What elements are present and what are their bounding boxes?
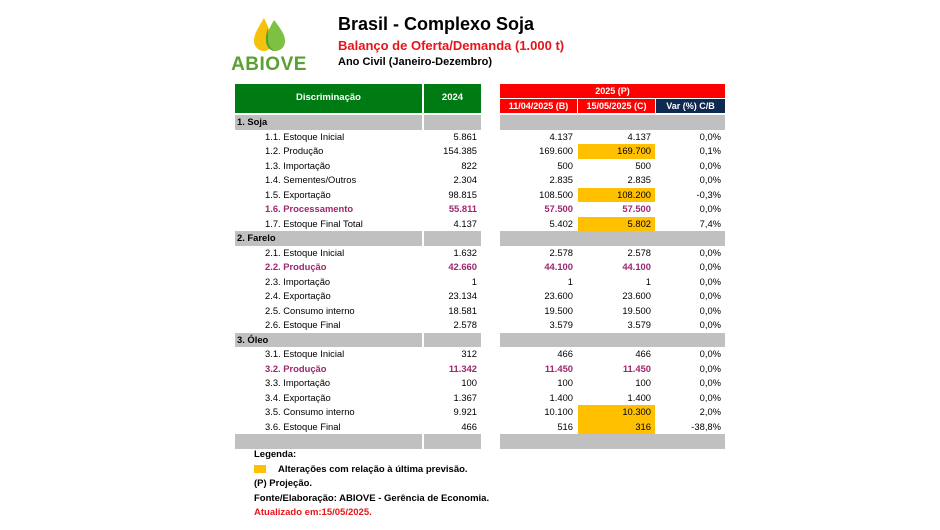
cell-var: 0,1% (699, 145, 721, 156)
section-band-2025 (500, 333, 725, 348)
cell-b: 2.578 (549, 246, 573, 258)
cell-c: 4.137 (627, 130, 651, 142)
row-label: 2.4. Exportação (265, 290, 331, 301)
section-header: 1. Soja (235, 115, 422, 130)
header-col-b: 11/04/2025 (B) (500, 99, 577, 113)
section-band-2025 (500, 231, 725, 246)
cell-2024: 2.304 (453, 174, 477, 185)
cell-var: 2,0% (699, 406, 721, 417)
cell-b: 2.835 (549, 174, 573, 185)
header-discriminacao: Discriminação (235, 84, 422, 113)
cell-var: 0,0% (699, 377, 721, 388)
cell-c: 466 (635, 348, 651, 359)
cell-2024: 9.921 (453, 406, 477, 417)
row-label: 1.5. Exportação (265, 188, 331, 200)
legend-projection-note: (P) Projeção. (254, 478, 313, 489)
row-label: 3.3. Importação (265, 377, 331, 388)
cell-c: 1.400 (627, 391, 651, 403)
section-band-2024 (424, 115, 481, 130)
header-2025-projection: 2025 (P) (500, 84, 725, 98)
report-subtitle: Balanço de Oferta/Demanda (1.000 t) (338, 38, 565, 53)
cell-b: 23.600 (544, 290, 573, 301)
cell-var: -0,3% (696, 188, 721, 200)
cell-b: 4.137 (549, 130, 573, 142)
cell-c: 169.700 (578, 144, 655, 159)
cell-c: 44.100 (622, 261, 651, 272)
legend (254, 448, 489, 521)
row-label: 3.4. Exportação (265, 391, 331, 403)
cell-var: 0,0% (699, 275, 721, 287)
cell-var: 0,0% (699, 246, 721, 258)
cell-c: 19.500 (622, 304, 651, 316)
cell-b: 5.402 (549, 217, 573, 229)
cell-var: 0,0% (699, 203, 721, 214)
cell-c: 108.200 (578, 188, 655, 203)
cell-2024: 822 (461, 159, 477, 171)
row-label: 3.2. Produção (265, 362, 327, 374)
cell-var: 0,0% (699, 362, 721, 374)
cell-c: 500 (635, 159, 651, 171)
cell-b: 516 (557, 420, 573, 432)
cell-b: 466 (557, 348, 573, 359)
cell-c: 57.500 (622, 203, 651, 214)
cell-var: 0,0% (699, 304, 721, 316)
row-label: 3.6. Estoque Final (265, 420, 341, 432)
legend-updated: Atualizado em:15/05/2025. (254, 507, 372, 518)
section-band-2024 (424, 231, 481, 246)
cell-2024: 100 (461, 377, 477, 388)
cell-b: 10.100 (544, 406, 573, 417)
cell-c: 316 (578, 420, 655, 435)
cell-c: 2.835 (627, 174, 651, 185)
cell-var: 0,0% (699, 391, 721, 403)
drop-logo-icon (250, 14, 290, 54)
cell-2024: 42.660 (448, 261, 477, 272)
cell-b: 11.450 (544, 362, 573, 374)
cell-b: 169.600 (539, 145, 573, 156)
table-footer-band (235, 434, 422, 449)
row-label: 2.3. Importação (265, 275, 331, 287)
row-label: 3.5. Consumo interno (265, 406, 355, 417)
legend-highlight-row (254, 463, 489, 478)
cell-var: 0,0% (699, 319, 721, 330)
row-label: 1.7. Estoque Final Total (265, 217, 363, 229)
row-label: 2.2. Produção (265, 261, 327, 272)
cell-c: 23.600 (622, 290, 651, 301)
cell-b: 1.400 (549, 391, 573, 403)
cell-c: 10.300 (578, 405, 655, 420)
row-label: 2.5. Consumo interno (265, 304, 355, 316)
section-header: 3. Óleo (235, 333, 422, 348)
cell-2024: 5.861 (453, 130, 477, 142)
header-col-c: 15/05/2025 (C) (578, 99, 655, 113)
cell-c: 1 (645, 275, 651, 287)
cell-b: 500 (557, 159, 573, 171)
cell-var: 0,0% (699, 174, 721, 185)
cell-b: 1 (567, 275, 573, 287)
section-band-2024 (424, 333, 481, 348)
cell-2024: 154.385 (443, 145, 477, 156)
cell-2024: 466 (461, 420, 477, 432)
table-footer-band-2024 (424, 434, 481, 449)
legend-source: Fonte/Elaboração: ABIOVE - Gerência de Economia. (254, 492, 490, 504)
row-label: 2.1. Estoque Inicial (265, 246, 345, 258)
row-label: 1.4. Sementes/Outros (265, 174, 357, 185)
cell-b: 44.100 (544, 261, 573, 272)
row-label: 1.1. Estoque Inicial (265, 130, 345, 142)
report-title: Brasil - Complexo Soja (338, 14, 535, 34)
cell-c: 11.450 (622, 362, 651, 374)
cell-var: -38,8% (691, 420, 721, 432)
cell-var: 0,0% (699, 290, 721, 301)
table-footer-band-2025 (500, 434, 725, 449)
row-label: 1.6. Processamento (265, 203, 354, 214)
row-label: 1.3. Importação (265, 159, 331, 171)
header-2024: 2024 (424, 84, 481, 113)
highlight-swatch (254, 465, 266, 473)
row-label: 2.6. Estoque Final (265, 319, 341, 330)
document-page (230, 8, 730, 523)
legend-title: Legenda: (254, 449, 297, 460)
report-period: Ano Civil (Janeiro-Dezembro) (338, 56, 493, 68)
cell-b: 100 (557, 377, 573, 388)
cell-b: 57.500 (544, 203, 573, 214)
cell-2024: 312 (461, 348, 477, 359)
cell-var: 0,0% (699, 261, 721, 272)
cell-2024: 1 (471, 275, 477, 287)
section-header: 2. Farelo (235, 231, 422, 246)
section-band-2025 (500, 115, 725, 130)
abiove-logo (230, 14, 310, 78)
row-label: 3.1. Estoque Inicial (265, 348, 345, 359)
cell-2024: 23.134 (448, 290, 477, 301)
cell-2024: 18.581 (448, 304, 477, 316)
cell-c: 3.579 (627, 319, 651, 330)
cell-2024: 55.811 (448, 203, 477, 214)
cell-b: 3.579 (549, 319, 573, 330)
cell-var: 0,0% (699, 130, 721, 142)
cell-2024: 98.815 (448, 188, 477, 200)
legend-highlight-note: Alterações com relação à última previsão. (278, 463, 468, 475)
cell-b: 19.500 (544, 304, 573, 316)
header-col-var: Var (%) C/B (656, 99, 725, 113)
cell-2024: 11.342 (448, 362, 477, 374)
cell-c: 5.802 (578, 217, 655, 232)
supply-demand-table (235, 84, 730, 454)
cell-2024: 4.137 (453, 217, 477, 229)
cell-c: 100 (635, 377, 651, 388)
cell-2024: 1.632 (453, 246, 477, 258)
cell-c: 2.578 (627, 246, 651, 258)
row-label: 1.2. Produção (265, 145, 324, 156)
cell-b: 108.500 (539, 188, 573, 200)
cell-var: 7,4% (699, 217, 721, 229)
cell-var: 0,0% (699, 348, 721, 359)
logo-text: ABIOVE (231, 54, 307, 75)
cell-var: 0,0% (699, 159, 721, 171)
cell-2024: 2.578 (453, 319, 477, 330)
cell-2024: 1.367 (453, 391, 477, 403)
